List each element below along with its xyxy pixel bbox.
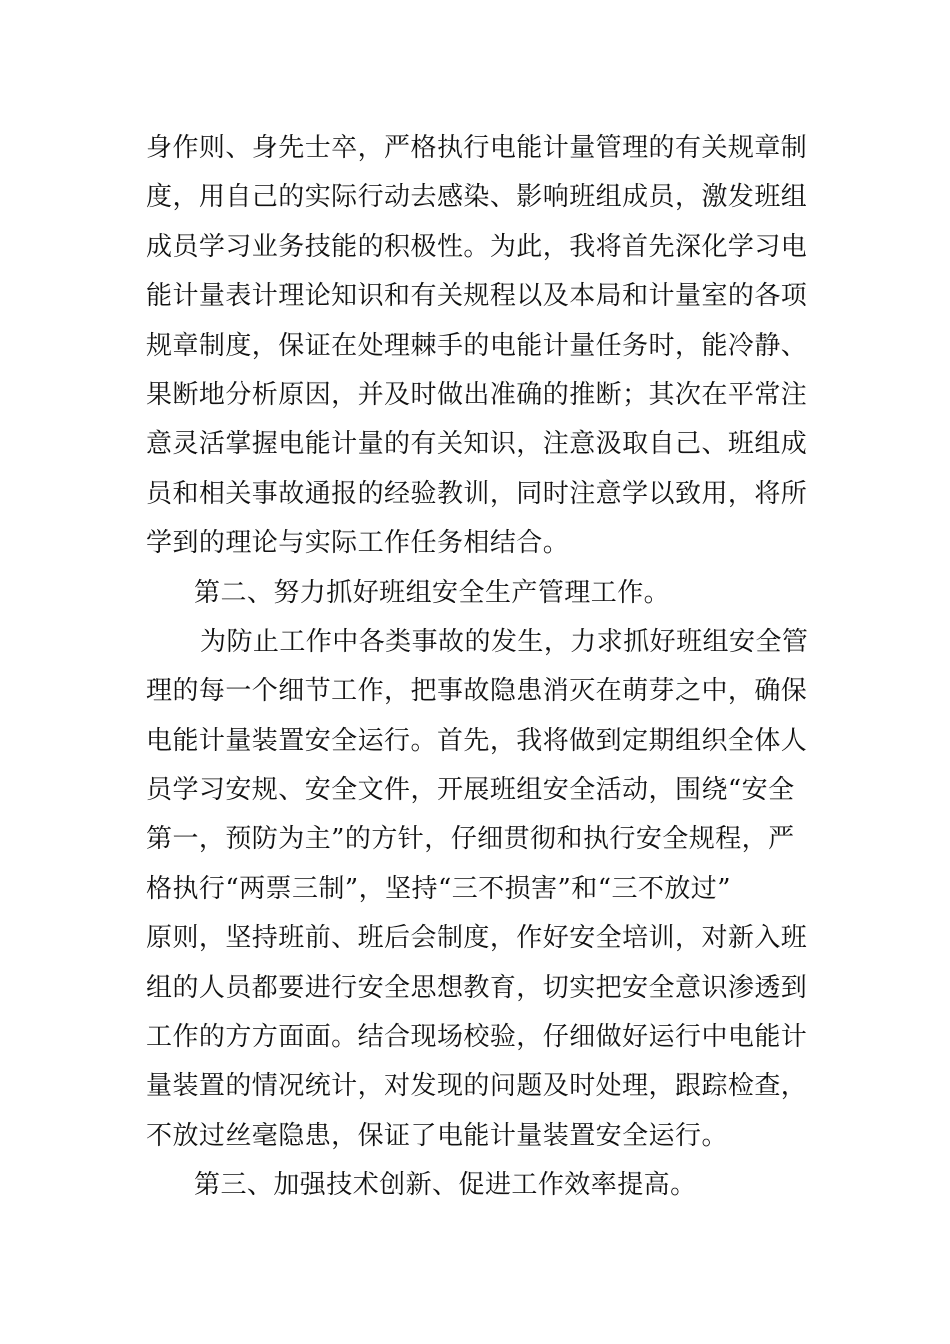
paragraph-line: 能计量表计理论知识和有关规程以及本局和计量室的各项 <box>146 281 808 312</box>
paragraph-line: 员和相关事故通报的经验教训，同时注意学以致用，将所 <box>146 478 808 509</box>
paragraph-line: 原则，坚持班前、班后会制度，作好安全培训，对新入班 <box>146 923 808 954</box>
paragraph-line: 理的每一个细节工作，把事故隐患消灭在萌芽之中，确保 <box>146 676 808 707</box>
paragraph-line: 组的人员都要进行安全思想教育，切实把安全意识渗透到 <box>146 972 808 1003</box>
paragraph-line: 电能计量装置安全运行。首先，我将做到定期组织全体人 <box>146 725 808 756</box>
section-heading-3: 第三、加强技术创新、促进工作效率提高。 <box>194 1170 697 1201</box>
paragraph-line: 不放过丝毫隐患，保证了电能计量装置安全运行。 <box>146 1120 728 1151</box>
paragraph-line: 格执行“两票三制”，坚持“三不损害”和“三不放过” <box>146 873 732 904</box>
paragraph-line: 学到的理论与实际工作任务相结合。 <box>146 528 570 559</box>
paragraph-line: 员学习安规、安全文件，开展班组安全活动，围绕“安全 <box>146 775 795 806</box>
paragraph-line: 身作则、身先士卒，严格执行电能计量管理的有关规章制 <box>146 133 808 163</box>
paragraph-line: 第一，预防为主”的方针，仔细贯彻和执行安全规程，严 <box>146 824 795 855</box>
paragraph-line: 规章制度，保证在处理棘手的电能计量任务时，能冷静、 <box>146 330 808 361</box>
paragraph-line: 意灵活掌握电能计量的有关知识，注意汲取自己、班组成 <box>146 429 808 460</box>
section-heading-2: 第二、努力抓好班组安全生产管理工作。 <box>194 577 671 608</box>
paragraph-line: 度，用自己的实际行动去感染、影响班组成员，激发班组 <box>146 182 808 213</box>
paragraph-line: 量装置的情况统计，对发现的问题及时处理，跟踪检查， <box>146 1071 808 1102</box>
paragraph-line: 工作的方方面面。结合现场校验，仔细做好运行中电能计 <box>146 1022 808 1053</box>
document-body <box>146 124 816 1211</box>
paragraph-line: 成员学习业务技能的积极性。为此，我将首先深化学习电 <box>146 231 808 262</box>
paragraph-line: 为防止工作中各类事故的发生，力求抓好班组安全管 <box>200 626 809 657</box>
paragraph-line: 果断地分析原因，并及时做出准确的推断；其次在平常注 <box>146 379 808 410</box>
